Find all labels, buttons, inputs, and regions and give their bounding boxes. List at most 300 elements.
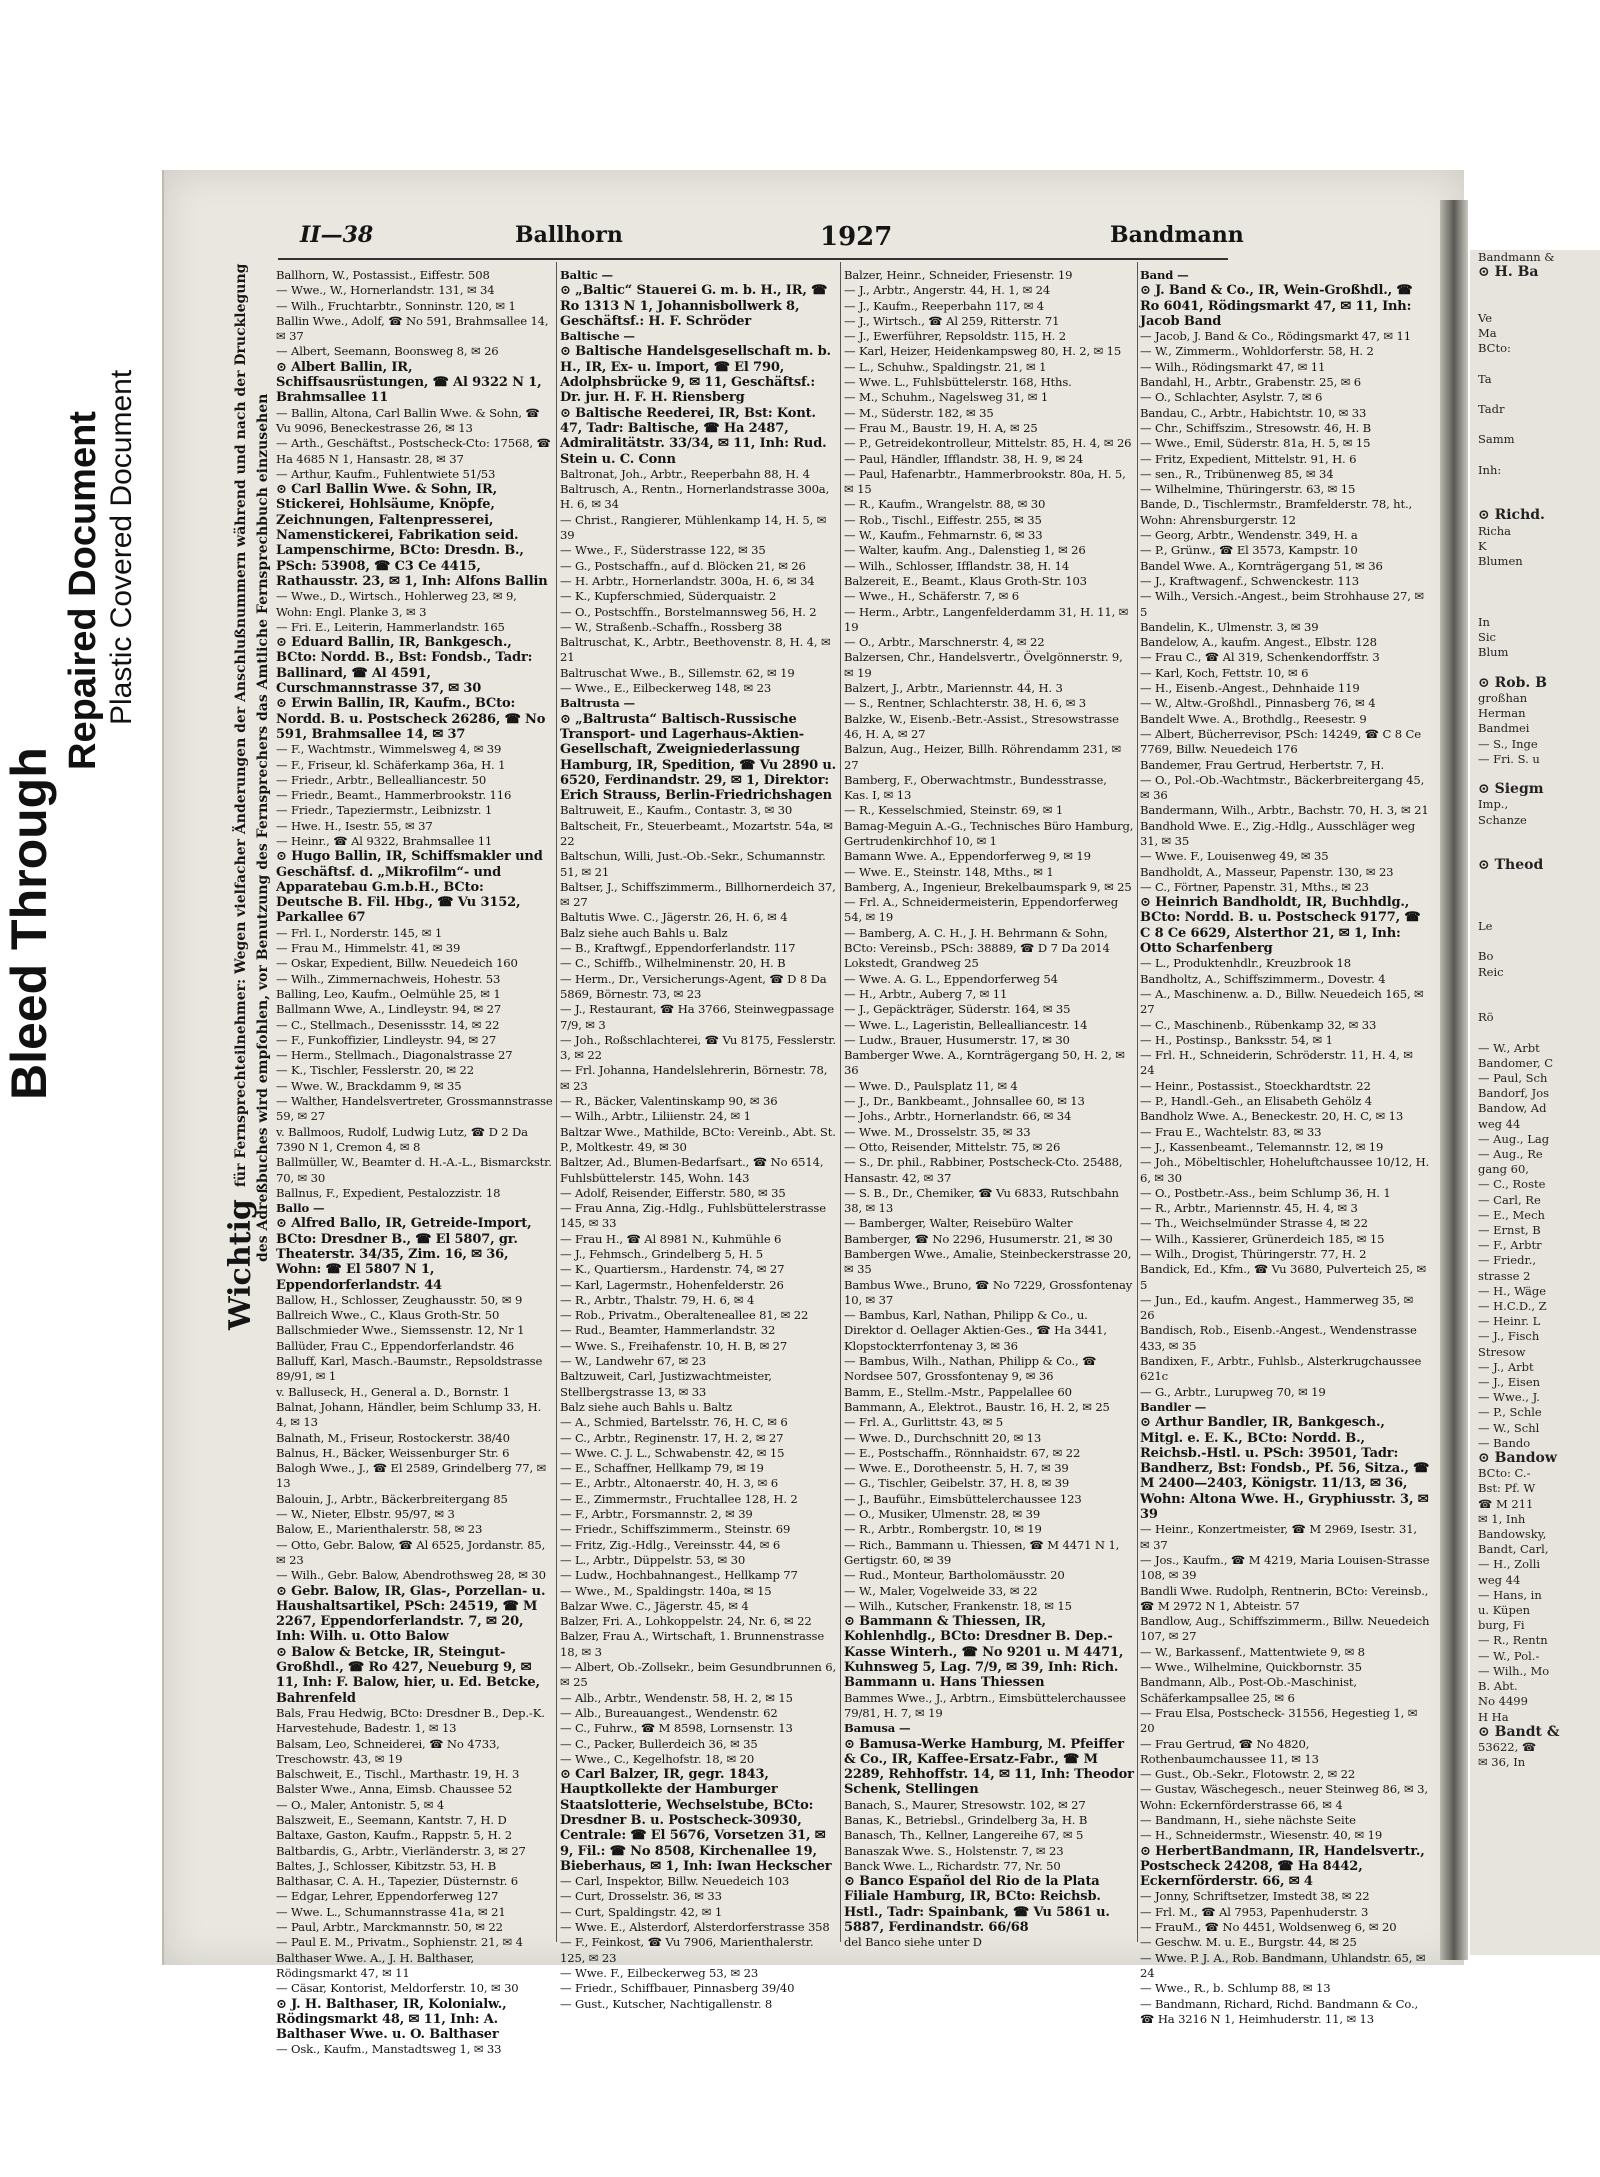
directory-entry: Band — xyxy=(1140,268,1189,282)
directory-entry: — Albert, Seemann, Boonsweg 8, ✉ 26 xyxy=(276,344,499,359)
directory-entry: — Wilhelmine, Thüringerstr. 63, ✉ 15 xyxy=(1140,482,1356,497)
page-number: II—38 xyxy=(300,222,374,248)
directory-entry: Balzer, Frau A., Wirtschaft, 1. Brunnenstrasse 18, ✉ 3 xyxy=(560,1629,825,1659)
directory-entry: ⊙ Bamusa-Werke Hamburg, M. Pfeiffer & Co., IR, Kaffee-Ersatz-Fabr., ☎ M 2289, Rehhoffstr. 14, ✉ 11, Inh: Theodor Schenk, Stellingen xyxy=(844,1736,1134,1798)
directory-entry: Ballo — xyxy=(276,1201,325,1216)
directory-entry: — W., Landwehr 67, ✉ 23 xyxy=(560,1354,707,1369)
next-page-line xyxy=(1470,478,1600,493)
directory-entry: ⊙ Carl Balzer, IR, gegr. 1843, Hauptkollekte der Hamburger Staatslotterie, Wechselstube, BCto: Dresdner B. u. Postscheck-30930, Centrale: ☎ El 5676, Vorsetzen 31, ✉ 9, Fil.: ☎ No 8508, Kirchenallee 19, Bieberhaus, ✉ 1, Inh: Iwan Heckscher xyxy=(560,1767,832,1874)
directory-entry: — L., Produktenhdlr., Kreuzbrook 18 xyxy=(1140,956,1351,971)
directory-entry: — Frau M., Baustr. 19, H. A, ✉ 25 xyxy=(844,420,1038,435)
directory-entry: — W., Zimmerm., Wohldorferstr. 58, H. 2 xyxy=(1140,344,1374,359)
directory-entry: — Joh., Roßschlachterei, ☎ Vu 8175, Fesslerstr. 3, ✉ 22 xyxy=(560,1032,836,1063)
directory-entry: Baltruschat Wwe., B., Sillemstr. 62, ✉ 19 xyxy=(560,665,795,680)
directory-entry: Bandholz Wwe. A., Beneckestr. 20, H. C, ✉ 13 xyxy=(1140,1109,1404,1124)
directory-entry: — R., Kaufm., Wrangelstr. 88, ✉ 30 xyxy=(844,497,1046,512)
directory-entry: — J., Kassenbeamt., Telemannstr. 12, ✉ 19 xyxy=(1140,1139,1384,1154)
directory-entry: — Paul E. M., Privatm., Sophienstr. 21, ✉ 4 xyxy=(276,1935,523,1950)
next-page-line: — Wwe., J. xyxy=(1478,1390,1540,1405)
directory-entry: ⊙ J. Band & Co., IR, Wein-Großhdl., ☎ Ro 6041, Rödingsmarkt 47, ✉ 11, Inh: Jacob Band xyxy=(1140,283,1413,329)
directory-entry: — Alb., Arbtr., Wendenstr. 58, H. 2, ✉ 15 xyxy=(560,1690,793,1705)
directory-entry: Balschweit, E., Tischl., Marthastr. 19, H. 3 xyxy=(276,1767,520,1782)
directory-entry: — E., Schaffner, Hellkamp 79, ✉ 19 xyxy=(560,1461,764,1476)
directory-entry: — Wilh., Kassierer, Grünerdeich 185, ✉ 15 xyxy=(1140,1231,1385,1246)
running-header xyxy=(300,222,1244,258)
directory-entry: — Wwe. P. J. A., Rob. Bandmann, Uhlandstr. 65, ✉ 24 xyxy=(1140,1950,1426,1980)
next-page-line: H Ha xyxy=(1478,1709,1509,1724)
directory-entry: — R., Arbtr., Thalstr. 79, H. 6, ✉ 4 xyxy=(560,1292,755,1307)
next-page-line: — Aug., Re xyxy=(1478,1146,1543,1161)
telephone-notice xyxy=(223,263,274,1330)
directory-entry: — Wilh., Kutscher, Frankenstr. 18, ✉ 15 xyxy=(844,1598,1072,1613)
directory-entry: ⊙ Arthur Bandler, IR, Bankgesch., Mitgl. e. E. K., BCto: Nordd. B., Reichsb.-Hstl. u. PSch: 39501, Tadr: Bandherz, Bst: Fondsb., Pf. 56, Sitza., ☎ M 2400—2403, Königstr. 11/13, ✉ 36, Wohn: Altona Wwe. H., Gryphiusstr. 3, ✉ 39 xyxy=(1140,1415,1430,1523)
directory-entry: — Gust., Kutscher, Nachtigallenstr. 8 xyxy=(560,1996,773,2011)
next-page-line: Sic xyxy=(1478,630,1496,645)
next-page-line xyxy=(1470,904,1600,919)
next-page-line: Le xyxy=(1478,918,1493,933)
directory-entry: — S. B., Dr., Chemiker, ☎ Vu 6833, Rutschbahn 38, ✉ 13 xyxy=(844,1185,1119,1216)
directory-entry: Banasch, Th., Kellner, Langereihe 67, ✉ 5 xyxy=(844,1828,1084,1843)
directory-entry: ⊙ Baltische Handelsgesellschaft m. b. H., IR, Ex- u. Import, ☎ El 790, Adolphsbrücke 9, ✉ 11, Geschäftsf.: Dr. jur. H. F. H. Riensberg xyxy=(560,344,831,406)
directory-entry: — Joh., Möbeltischler, Hoheluftchaussee 10/12, H. 6, ✉ 30 xyxy=(1140,1155,1430,1185)
directory-entry: — Th., Weichselmünder Strasse 4, ✉ 22 xyxy=(1140,1216,1368,1231)
next-page-line: — E., Mech xyxy=(1478,1207,1545,1222)
directory-entry: — O., Postbetr.-Ass., beim Schlump 36, H. 1 xyxy=(1140,1185,1391,1200)
directory-entry: — P., Getreidekontrolleur, Mittelstr. 85, H. 4, ✉ 26 xyxy=(844,436,1132,451)
directory-entry: — Jonny, Schriftsetzer, Imstedt 38, ✉ 22 xyxy=(1140,1889,1370,1904)
next-page-line xyxy=(1470,600,1600,615)
next-page-line: Reic xyxy=(1478,964,1504,979)
directory-entry: Balz siehe auch Bahls u. Balz xyxy=(560,925,728,940)
directory-entry: — Walter, kaufm. Ang., Dalenstieg 1, ✉ 26 xyxy=(844,543,1086,558)
next-page-line xyxy=(1470,889,1600,904)
directory-entry: Bambus Wwe., Bruno, ☎ No 7229, Grossfontenay 10, ✉ 37 xyxy=(844,1277,1133,1307)
directory-entry: — Walther, Handelsvertreter, Grossmannstrasse 59, ✉ 27 xyxy=(276,1094,553,1124)
directory-entry: — W., Nieter, Elbstr. 95/97, ✉ 3 xyxy=(276,1507,455,1522)
directory-entry: — C., Fuhrw., ☎ M 8598, Lornsenstr. 13 xyxy=(560,1721,793,1736)
directory-entry: — Wwe. A. G. L., Eppendorferweg 54 xyxy=(844,971,1058,986)
directory-entry: — F., Arbtr., Forsmannstr. 2, ✉ 39 xyxy=(560,1507,753,1522)
next-page-line: K xyxy=(1478,538,1487,553)
directory-entry: Banaszak Wwe. S., Holstenstr. 7, ✉ 23 xyxy=(844,1843,1064,1858)
directory-entry: Bamberger Wwe. A., Kornträgergang 50, H. 2, ✉ 36 xyxy=(844,1048,1125,1078)
directory-entry: — Herm., Arbtr., Langenfelderdamm 31, H. 11, ✉ 19 xyxy=(844,604,1129,634)
directory-entry: — R., Arbtr., Rombergstr. 10, ✉ 19 xyxy=(844,1522,1042,1537)
next-page-line: Bandt, Carl, xyxy=(1478,1542,1549,1557)
next-page-line: — H., Wäge xyxy=(1478,1283,1546,1298)
next-page-line: — Aug., Lag xyxy=(1478,1131,1550,1146)
directory-entry: Ballmann Wwe, A., Lindleystr. 94, ✉ 27 xyxy=(276,1002,502,1017)
directory-entry: Balogh Wwe., J., ☎ El 2589, Grindelberg 77, ✉ 13 xyxy=(276,1461,547,1491)
directory-entry: — Albert, Ob.-Zollsekr., beim Gesundbrunnen 6, ✉ 25 xyxy=(560,1660,836,1690)
directory-entry: — K., Tischler, Fesslerstr. 20, ✉ 22 xyxy=(276,1063,474,1078)
next-page-line xyxy=(1470,828,1600,843)
directory-entry: Balthaser Wwe. A., J. H. Balthaser, Rödingsmarkt 47, ✉ 11 xyxy=(276,1950,475,1980)
directory-entry: — J., Arbtr., Angerstr. 44, H. 1, ✉ 24 xyxy=(844,283,1051,298)
directory-entry: — Geschw. M. u. E., Burgstr. 44, ✉ 25 xyxy=(1140,1935,1357,1950)
next-page-line: weg 44 xyxy=(1478,1116,1521,1131)
directory-entry: Baltaxe, Gaston, Kaufm., Rappstr. 5, H. 2 xyxy=(276,1828,512,1843)
directory-entry: — H., Schneidermstr., Wiesenstr. 40, ✉ 19 xyxy=(1140,1828,1383,1843)
next-page-line: Herman xyxy=(1478,706,1526,721)
directory-entry: — Heinr., Konzertmeister, ☎ M 2969, Isestr. 31, ✉ 37 xyxy=(1140,1522,1417,1552)
directory-entry: — Frau C., ☎ Al 319, Schenkendorffstr. 3 xyxy=(1140,650,1380,665)
directory-entry: del Banco siehe unter D xyxy=(844,1935,982,1950)
next-page-line: — Carl, Re xyxy=(1478,1192,1541,1207)
directory-entry: — E., Postschaffn., Rönnhaidstr. 67, ✉ 22 xyxy=(844,1445,1081,1460)
next-page-line: — F., Arbtr xyxy=(1478,1238,1542,1253)
next-page-line: — Heinr. L xyxy=(1478,1314,1541,1329)
directory-entry: — Wwe. D., Paulsplatz 11, ✉ 4 xyxy=(844,1078,1018,1093)
directory-entry: Balnat, Johann, Händler, beim Schlump 33, H. 4, ✉ 13 xyxy=(276,1399,542,1430)
next-page-line: Bandmann & xyxy=(1478,250,1555,264)
directory-entry: ⊙ Albert Ballin, IR, Schiffsausrüstungen, ☎ Al 9322 N 1, Brahmsallee 11 xyxy=(276,359,542,406)
directory-entry: — Frau Gertrud, ☎ No 4820, Rothenbaumchaussee 11, ✉ 13 xyxy=(1140,1736,1319,1766)
directory-entry: — sen., R., Tribünenweg 85, ✉ 34 xyxy=(1140,466,1334,481)
directory-entry: — K., Kupferschmied, Süderquaistr. 2 xyxy=(560,589,777,604)
directory-entry: — Bambus, Wilh., Nathan, Philipp & Co., ☎ Nordsee 507, Grossfontenay 9, ✉ 36 xyxy=(844,1354,1097,1384)
column-divider xyxy=(1137,262,1138,1942)
directory-entry: — Gustav, Wäschegesch., neuer Steinweg 86, ✉ 3, Wohn: Eckernförderstrasse 66, ✉ 4 xyxy=(1140,1782,1428,1812)
directory-entry: v. Ballmoos, Rudolf, Ludwig Lutz, ☎ D 2 Da 7390 N 1, Cremon 4, ✉ 8 xyxy=(276,1124,528,1154)
directory-entry: Balzke, W., Eisenb.-Betr.-Assist., Stresowstrasse 46, H. A, ✉ 27 xyxy=(844,711,1119,741)
directory-entry: — FrauM., ☎ No 4451, Woldsenweg 6, ✉ 20 xyxy=(1140,1920,1397,1935)
next-page-line: B. Abt. xyxy=(1478,1679,1518,1694)
directory-entry: — Fri. E., Leiterin, Hammerlandstr. 165 xyxy=(276,619,505,634)
directory-entry: Baltes, J., Schlosser, Kibitzstr. 53, H. B xyxy=(276,1858,497,1873)
column-divider xyxy=(840,262,841,1942)
directory-entry: — O., Arbtr., Marschnerstr. 4, ✉ 22 xyxy=(844,635,1045,650)
next-page-line xyxy=(1470,448,1600,463)
directory-entry: Ballreich Wwe., C., Klaus Groth-Str. 50 xyxy=(276,1308,500,1323)
next-page-line: — Fri. S. u xyxy=(1478,751,1540,766)
directory-entry: — Bamberger, Walter, Reisebüro Walter Bamberger, ☎ No 2296, Husumerstr. 21, ✉ 30 xyxy=(844,1216,1113,1246)
directory-entry: — Karl, Koch, Fettstr. 10, ✉ 6 xyxy=(1140,665,1309,680)
directory-entry: — Carl, Inspektor, Billw. Neuedeich 103 xyxy=(560,1874,790,1889)
directory-entry: — Wwe. C. J. L., Schwabenstr. 42, ✉ 15 xyxy=(560,1445,785,1460)
directory-entry: — H. Arbtr., Hornerlandstr. 300a, H. 6, ✉ 34 xyxy=(560,573,815,588)
next-page-line: Bandomer, C xyxy=(1478,1055,1554,1070)
directory-entry: Balzar Wwe. C., Jägerstr. 45, ✉ 4 xyxy=(560,1598,749,1613)
directory-entry: — W., Maler, Vogelweide 33, ✉ 22 xyxy=(844,1583,1038,1598)
directory-entry: — Wilh., Schlosser, Ifflandstr. 38, H. 14 xyxy=(844,558,1070,573)
directory-entry: ⊙ „Baltic“ Stauerei G. m. b. H., IR, ☎ Ro 1313 N 1, Johannisbollwerk 8, Geschäftsf.: H. F. Schröder xyxy=(560,283,828,329)
directory-entry: — Friedr., Tapeziermstr., Leibnizstr. 1 xyxy=(276,803,493,818)
next-page-line xyxy=(1470,934,1600,949)
next-page-line: — S., Inge xyxy=(1478,736,1538,751)
next-page-line xyxy=(1470,873,1600,888)
directory-entry: — Cäsar, Kontorist, Meldorferstr. 10, ✉ 30 xyxy=(276,1981,519,1996)
directory-entry: — Wwe., R., b. Schlump 88, ✉ 13 xyxy=(1140,1981,1331,1996)
directory-entry: — Frau Elsa, Postscheck- 31556, Hegestieg 1, ✉ 20 xyxy=(1140,1705,1418,1736)
directory-entry: Baltschun, Willi, Just.-Ob.-Sekr., Schumannstr. 51, ✉ 21 xyxy=(560,849,826,879)
next-page-line xyxy=(1470,569,1600,584)
directory-entry: Bamberg, A., Ingenieur, Brekelbaumspark 9, ✉ 25 xyxy=(844,879,1132,894)
plastic-covered-label: Plastic Covered Document xyxy=(105,369,138,725)
directory-entry: Balsam, Leo, Schneiderei, ☎ No 4733, Treschowstr. 43, ✉ 19 xyxy=(276,1736,500,1766)
directory-entry: — Wilh., Drogist, Thüringerstr. 77, H. 2 xyxy=(1140,1247,1367,1261)
next-page-line: ✉ 36, In xyxy=(1478,1755,1526,1770)
directory-entry: ⊙ Eduard Ballin, IR, Bankgesch., BCto: Nordd. B., Bst: Fondsb., Tadr: Ballinard, ☎ Al 4591, Curschmannstrasse 37, ✉ 30 xyxy=(276,635,533,697)
directory-entry: — Arth., Geschäftst., Postscheck-Cto: 17568, ☎ Ha 4685 N 1, Hansastr. 28, ✉ 37 xyxy=(276,436,551,466)
directory-entry: — Edgar, Lehrer, Eppendorferweg 127 xyxy=(276,1889,499,1904)
directory-entry: Bandelin, K., Ulmenstr. 3, ✉ 39 xyxy=(1140,619,1319,634)
next-page-line: Imp., xyxy=(1478,797,1509,812)
directory-entry: — A., Maschinenw. a. D., Billw. Neuedeich 165, ✉ 27 xyxy=(1140,986,1424,1017)
directory-entry: Bamusa — xyxy=(844,1721,911,1736)
directory-entry: Balzer, Fri. A., Lohkoppelstr. 24, Nr. 6, ✉ 22 xyxy=(560,1614,812,1629)
directory-entry: — G., Postschaffn., auf d. Blöcken 21, ✉ 26 xyxy=(560,558,806,573)
directory-entry: Bandhold Wwe. E., Zig.-Hdlg., Ausschläger weg 31, ✉ 35 xyxy=(1140,818,1415,848)
directory-entry: — E., Zimmermstr., Fruchtallee 128, H. 2 xyxy=(560,1491,798,1506)
next-page-line xyxy=(1470,584,1600,599)
directory-entry: — Arthur, Kaufm., Fuhlentwiete 51/53 xyxy=(276,466,496,481)
directory-entry: Banas, K., Betriebsl., Grindelberg 3a, H. B xyxy=(844,1812,1088,1827)
directory-entry: — Osk., Kaufm., Manstadtsweg 1, ✉ 33 xyxy=(276,2042,502,2057)
directory-entry: — Wwe., D., Wirtsch., Hohlerweg 23, ✉ 9, Wohn: Engl. Planke 3, ✉ 3 xyxy=(276,589,517,619)
directory-entry: — B., Kraftwgf., Eppendorferlandstr. 117 xyxy=(560,941,796,956)
directory-entry: — M., Schuhm., Nagelsweg 31, ✉ 1 xyxy=(844,390,1049,405)
directory-entry: — Wwe. L., Lageristin, Bellealliancestr. 14 xyxy=(844,1017,1088,1032)
directory-entry: Bandmann, Alb., Post-Ob.-Maschinist, Schäferkampsallee 25, ✉ 6 xyxy=(1140,1675,1357,1705)
directory-entry: — Friedr., Beamt., Hammerbrookstr. 116 xyxy=(276,788,512,803)
directory-entry: — Fritz, Zig.-Hdlg., Vereinsstr. 44, ✉ 6 xyxy=(560,1537,781,1552)
directory-entry: — Karl, Lagermstr., Hohenfelderstr. 26 xyxy=(560,1277,784,1292)
directory-entry: — H., Postinsp., Banksstr. 54, ✉ 1 xyxy=(1140,1032,1333,1047)
directory-entry: — Georg, Arbtr., Wendenstr. 349, H. a xyxy=(1140,528,1358,543)
directory-entry: — Rud., Monteur, Bartholomäusstr. 20 xyxy=(844,1568,1065,1583)
directory-entry: ⊙ J. H. Balthaser, IR, Kolonialw., Rödingsmarkt 48, ✉ 11, Inh: A. Balthaser Wwe. u. O. Balthaser xyxy=(276,1996,507,2043)
directory-entry: — Wwe. M., Drosselstr. 35, ✉ 33 xyxy=(844,1124,1031,1139)
directory-entry: Balow, E., Marienthalerstr. 58, ✉ 23 xyxy=(276,1522,483,1537)
directory-entry: Baltutis Wwe. C., Jägerstr. 26, H. 6, ✉ 4 xyxy=(560,910,788,925)
repaired-document-label: Repaired Document xyxy=(62,411,104,770)
directory-entry: — J., Ewerführer, Repsoldstr. 115, H. 2 xyxy=(844,329,1066,344)
next-page-line: Bandowsky, xyxy=(1478,1527,1547,1542)
next-page-line: gang 60, xyxy=(1478,1162,1529,1177)
directory-entry: Baltruweit, E., Kaufm., Contastr. 3, ✉ 30 xyxy=(560,803,793,818)
notice-line-1: für Fernsprechteilnehmer: Wegen vielfacher Änderungen der Anschlußnummern während und nach der Drucklegung xyxy=(233,263,249,1188)
next-page-line: ⊙ Rob. B xyxy=(1478,674,1547,691)
directory-entry: — Alb., Bureauangest., Wendenstr. 62 xyxy=(560,1705,778,1720)
directory-entry: — Heinr., Postassist., Stoeckhardtstr. 22 xyxy=(1140,1078,1371,1093)
directory-entry: ⊙ Balow & Betcke, IR, Steingut-Großhdl., ☎ Ro 427, Neueburg 9, ✉ 11, Inh: F. Balow, hier, u. Ed. Betcke, Bahrenfeld xyxy=(276,1644,540,1706)
directory-entry: Baltzar Wwe., Mathilde, BCto: Vereinb., Abt. St. P., Moltkestr. 49, ✉ 30 xyxy=(560,1124,836,1154)
directory-entry: Bandick, Ed., Kfm., ☎ Vu 3680, Pulverteich 25, ✉ 5 xyxy=(1140,1262,1427,1292)
next-page-line xyxy=(1470,493,1600,508)
next-page-line: Bandow, Ad xyxy=(1478,1101,1547,1116)
next-page-line: — H.C.D., Z xyxy=(1478,1299,1547,1314)
directory-entry: ⊙ Alfred Ballo, IR, Getreide-Import, BCto: Dresdner B., ☎ El 5807, gr. Theaterstr. 34/35, Zim. 16, ✉ 36, Wohn: ☎ El 5807 N 1, Eppendorferlandstr. 44 xyxy=(276,1216,532,1293)
directory-entry: Banach, S., Maurer, Stresowstr. 102, ✉ 27 xyxy=(844,1797,1086,1812)
header-last-entry: Bandmann xyxy=(1110,222,1244,248)
directory-entry: — Wilh., Zimmernachweis, Hohestr. 53 xyxy=(276,971,501,986)
header-year: 1927 xyxy=(820,222,893,252)
directory-entry: — W., Straßenb.-Schaffn., Rossberg 38 xyxy=(560,619,783,634)
directory-entry: — C., Förtner, Papenstr. 31, Mths., ✉ 23 xyxy=(1140,879,1369,894)
directory-column-1 xyxy=(276,268,553,2057)
directory-entry: — Wwe. E., Alsterdorf, Alsterdorferstrasse 358 xyxy=(560,1920,830,1935)
directory-entry: Bambergen Wwe., Amalie, Steinbeckerstrasse 20, ✉ 35 xyxy=(844,1247,1132,1277)
directory-entry: Bandel Wwe. A., Kornträgergang 51, ✉ 36 xyxy=(1140,558,1383,573)
directory-entry: — O., Maler, Antonistr. 5, ✉ 4 xyxy=(276,1797,445,1812)
next-page-line: ⊙ Bandt & xyxy=(1478,1723,1560,1740)
directory-entry: — Frau M., Himmelstr. 41, ✉ 39 xyxy=(276,941,461,956)
directory-entry: ⊙ Heinrich Bandholdt, IR, Buchhdlg., BCto: Nordd. B. u. Postscheck 9177, ☎ C 8 Ce 6629, Alsterthor 21, ✉ 1, Inh: Otto Scharfenberg xyxy=(1140,895,1421,957)
directory-entry: — Wwe., F., Süderstrasse 122, ✉ 35 xyxy=(560,543,766,558)
next-page-line xyxy=(1470,995,1600,1010)
directory-entry: — Wwe. L., Schumannstrasse 41a, ✉ 21 xyxy=(276,1904,506,1919)
next-page-line xyxy=(1470,417,1600,432)
directory-entry: Bandelow, A., kaufm. Angest., Elbstr. 128 xyxy=(1140,635,1377,650)
directory-entry: Baltische — xyxy=(560,329,635,344)
directory-entry: — Albert, Bücherrevisor, PSch: 14249, ☎ C 8 Ce 7769, Billw. Neuedeich 176 xyxy=(1140,726,1421,757)
directory-entry: ⊙ Banco Español del Rio de la Plata Filiale Hamburg, IR, BCto: Reichsb. Hstl., Tadr: Spainbank, ☎ Vu 5861 u. 5887, Ferdinandstr. 66/68 xyxy=(844,1874,1110,1936)
directory-entry: — J., Dr., Bankbeamt., Johnsallee 60, ✉ 13 xyxy=(844,1094,1085,1109)
directory-entry: — Ludw., Brauer, Husumerstr. 17, ✉ 30 xyxy=(844,1032,1070,1047)
directory-entry: — Adolf, Reisender, Eifferstr. 580, ✉ 35 xyxy=(560,1185,786,1200)
directory-entry: — Wilh., Gebr. Balow, Abendrothsweg 28, ✉ 30 xyxy=(276,1568,546,1583)
directory-entry: Balster Wwe., Anna, Eimsb. Chaussee 52 xyxy=(276,1782,513,1797)
next-page-line: — J., Eisen xyxy=(1478,1375,1541,1390)
directory-entry: — Hwe. H., Isestr. 55, ✉ 37 xyxy=(276,818,433,833)
next-page-line: — C., Roste xyxy=(1478,1177,1546,1192)
directory-entry: Balszweit, E., Seemann, Kantstr. 7, H. D xyxy=(276,1812,507,1827)
next-page-line xyxy=(1470,387,1600,402)
directory-entry: Bamann Wwe. A., Eppendorferweg 9, ✉ 19 xyxy=(844,849,1091,864)
directory-entry: — Bandmann, Richard, Richd. Bandmann & Co., ☎ Ha 3216 N 1, Heimhuderstr. 11, ✉ 13 xyxy=(1140,1996,1419,2026)
directory-entry: Ballow, H., Schlosser, Zeughausstr. 50, ✉ 9 xyxy=(276,1292,523,1307)
next-page-line: ⊙ Richd. xyxy=(1478,507,1545,524)
notice-lead: Wichtig xyxy=(223,1199,258,1330)
next-page-line: — W., Pol.- xyxy=(1478,1648,1540,1663)
directory-entry: — F., Feinkost, ☎ Vu 7906, Marienthalerstr. 125, ✉ 23 xyxy=(560,1935,814,1965)
next-page-line: — H., Zolli xyxy=(1478,1557,1541,1572)
directory-entry: — L., Schuhw., Spaldingstr. 21, ✉ 1 xyxy=(844,359,1047,374)
next-page-line: weg 44 xyxy=(1478,1572,1521,1587)
directory-column-4 xyxy=(1140,268,1430,2026)
next-page-line: Blumen xyxy=(1478,554,1523,569)
directory-entry: — Jacob, J. Band & Co., Rödingsmarkt 47, ✉ 11 xyxy=(1140,329,1411,344)
next-page-line xyxy=(1470,767,1600,782)
page-gutter xyxy=(1440,200,1468,1960)
directory-entry: — Wwe., C., Kegelhofstr. 18, ✉ 20 xyxy=(560,1751,755,1766)
directory-entry: — Wwe. F., Louisenweg 49, ✉ 35 xyxy=(1140,849,1329,864)
directory-entry: Ballüder, Frau C., Eppendorferlandstr. 46 xyxy=(276,1338,515,1353)
directory-entry: — J., Wirtsch., ☎ Al 259, Ritterstr. 71 xyxy=(844,313,1060,328)
directory-entry: — Christ., Rangierer, Mühlenkamp 14, H. 5, ✉ 39 xyxy=(560,512,827,543)
directory-entry: — Wwe. E., Dorotheenstr. 5, H. 7, ✉ 39 xyxy=(844,1461,1069,1476)
directory-entry: — W., Barkassenf., Mattentwiete 9, ✉ 8 xyxy=(1140,1644,1365,1659)
directory-entry: — Wwe. W., Brackdamm 9, ✉ 35 xyxy=(276,1078,462,1093)
next-page-line: In xyxy=(1478,614,1490,629)
directory-entry: Balluff, Karl, Masch.-Baumstr., Repsoldstrasse 89/91, ✉ 1 xyxy=(276,1354,543,1384)
directory-entry: — Rob., Tischl., Eiffestr. 255, ✉ 35 xyxy=(844,512,1042,527)
directory-entry: Bamberg, F., Oberwachtmstr., Bundesstrasse, Kas. I, ✉ 13 xyxy=(844,772,1107,803)
directory-entry: — Wwe. L., Fuhlsbüttelerstr. 168, Hths. xyxy=(844,375,1072,390)
directory-entry: Balouin, J., Arbtr., Bäckerbreitergang 85 xyxy=(276,1491,508,1506)
next-page-line: Ta xyxy=(1478,371,1492,386)
directory-entry: — Wilh., Rödingsmarkt 47, ✉ 11 xyxy=(1140,359,1326,374)
directory-entry: — Oskar, Expedient, Billw. Neuedeich 160 xyxy=(276,956,518,971)
next-page-line: ⊙ H. Ba xyxy=(1478,264,1539,281)
directory-entry: ⊙ Gebr. Balow, IR, Glas-, Porzellan- u. Haushaltsartikel, PSch: 24519, ☎ M 2267, Eppendorferlandstr. 7, ✉ 20, Inh: Wilh. u. Otto Balow xyxy=(276,1583,546,1645)
directory-entry: Bandelt Wwe. A., Brothdlg., Reesestr. 9 xyxy=(1140,711,1367,726)
directory-entry: Ballhorn, W., Postassist., Eiffestr. 508 xyxy=(276,268,490,282)
directory-entry: — Wwe. D., Durchschnitt 20, ✉ 13 xyxy=(844,1430,1042,1445)
directory-entry: — W., Kaufm., Fehmarnstr. 6, ✉ 33 xyxy=(844,528,1043,543)
directory-entry: — Paul, Arbtr., Marckmannstr. 50, ✉ 22 xyxy=(276,1920,503,1935)
directory-entry: — F., Funkoffizier, Lindleystr. 94, ✉ 27 xyxy=(276,1032,497,1047)
next-page-line: Inh: xyxy=(1478,462,1502,477)
directory-entry: — O., Pol.-Ob.-Wachtmstr., Bäckerbreitergang 45, ✉ 36 xyxy=(1140,772,1425,803)
directory-entry: Balz siehe auch Bahls u. Baltz xyxy=(560,1399,732,1414)
directory-entry: — Frl. A., Gurlittstr. 43, ✉ 5 xyxy=(844,1415,1004,1430)
directory-entry: — P., Grünw., ☎ El 3573, Kampstr. 10 xyxy=(1140,543,1358,558)
next-page-line xyxy=(1470,280,1600,295)
directory-entry: — Jun., Ed., kaufm. Angest., Hammerweg 35, ✉ 26 xyxy=(1140,1292,1414,1323)
directory-entry: — Rud., Beamter, Hammerlandstr. 32 xyxy=(560,1323,776,1338)
directory-entry: Baltrusch, A., Rentn., Hornerlandstrasse 300a, H. 6, ✉ 34 xyxy=(560,482,830,512)
directory-entry: Bandler — xyxy=(1140,1399,1207,1414)
directory-entry: — Bambus, Karl, Nathan, Philipp & Co., u. Direktor d. Oellager Aktien-Ges., ☎ Ha 3441, Klopstockterrfontenay 3, ✉ 36 xyxy=(844,1308,1107,1353)
directory-entry: — K., Quartiersm., Hardenstr. 74, ✉ 27 xyxy=(560,1262,785,1277)
directory-entry: — C., Stellmach., Desenissstr. 14, ✉ 22 xyxy=(276,1017,500,1032)
directory-entry: — Wwe., W., Hornerlandstr. 131, ✉ 34 xyxy=(276,283,495,298)
directory-entry: — W., Altw.-Großhdl., Pinnasberg 76, ✉ 4 xyxy=(1140,696,1376,711)
directory-entry: — Wwe. E., Steinstr. 148, Mths., ✉ 1 xyxy=(844,864,1054,879)
directory-entry: Balnus, H., Bäcker, Weissenburger Str. 6 xyxy=(276,1445,510,1460)
directory-entry: — Frl. I., Norderstr. 145, ✉ 1 xyxy=(276,925,443,940)
next-page-line: — Friedr., xyxy=(1478,1253,1537,1268)
directory-column-3 xyxy=(844,268,1134,1950)
directory-entry: Baltruschat, K., Arbtr., Beethovenstr. 8, H. 4, ✉ 21 xyxy=(560,635,831,665)
directory-entry: — Jos., Kaufm., ☎ M 4219, Maria Louisen-Strasse 108, ✉ 39 xyxy=(1140,1552,1430,1583)
directory-entry: — H., Eisenb.-Angest., Dehnhaide 119 xyxy=(1140,681,1360,696)
next-page-line: Ma xyxy=(1478,326,1497,341)
directory-entry: Bamag-Meguin A.-G., Technisches Büro Hamburg, Gertrudenkirchhof 10, ✉ 1 xyxy=(844,818,1134,848)
next-page-line: — Wilh., Mo xyxy=(1478,1663,1550,1678)
directory-entry: ⊙ Bammann & Thiessen, IR, Kohlenhdlg., BCto: Dresdner B. Dep.-Kasse Winterh., ☎ No 9201 u. M 4471, Kuhnsweg 5, Lag. 7/9, ✉ 39, Inh: Rich. Bammann u. Hans Thiessen xyxy=(844,1614,1124,1691)
next-page-fragment xyxy=(1470,250,1600,1955)
directory-entry: ⊙ Carl Ballin Wwe. & Sohn, IR, Stickerei, Hohlsäume, Knöpfe, Zeichnungen, Faltenpresserei, Namenstickerei, Fabrikation seid. Lampenschirme, BCto: Dresdn. B., PSch: 53908, ☎ C3 Ce 4415, Rathausstr. 23, ✉ 1, Inh: Alfons Ballin xyxy=(276,482,548,589)
directory-entry: Balnath, M., Friseur, Rostockerstr. 38/40 xyxy=(276,1430,510,1445)
directory-entry: ⊙ HerbertBandmann, IR, Handelsvertr., Postscheck 24208, ☎ Ha 8442, Eckernförderstr. 66, ✉ 4 xyxy=(1140,1843,1425,1890)
directory-entry: — Wwe., E., Eilbeckerweg 148, ✉ 23 xyxy=(560,681,772,696)
directory-entry: — Frl. Johanna, Handelslehrerin, Börnestr. 78, ✉ 23 xyxy=(560,1063,828,1093)
directory-entry: — O., Postschffn., Borstelmannsweg 56, H. 2 xyxy=(560,604,817,619)
next-page-line: — P., Schle xyxy=(1478,1405,1542,1420)
next-page-line: Samm xyxy=(1478,432,1515,447)
directory-entry: — Frl. A., Schneidermeisterin, Eppendorferweg 54, ✉ 19 xyxy=(844,895,1118,925)
directory-entry: — Paul, Hafenarbtr., Hammerbrookstr. 80a, H. 5, ✉ 15 xyxy=(844,466,1126,497)
notice-line-2: des Adreßbuches wird empfohlen, vor Benutzung des Fernsprechers das Amtliche Fernsprechbuch einzusehen xyxy=(255,393,271,1262)
directory-entry: Ballin Wwe., Adolf, ☎ No 591, Brahmsallee 14, ✉ 37 xyxy=(276,313,549,344)
directory-entry: Baltzuweit, Carl, Justizwachtmeister, Stellbergstrasse 13, ✉ 33 xyxy=(560,1369,772,1399)
directory-entry: — S., Rentner, Schlachterstr. 38, H. 6, ✉ 3 xyxy=(844,696,1087,711)
directory-entry: — F., Wachtmstr., Wimmelsweg 4, ✉ 39 xyxy=(276,742,502,757)
directory-entry: — Heinr., ☎ Al 9322, Brahmsallee 11 xyxy=(276,833,493,848)
directory-entry: Banck Wwe. L., Richardstr. 77, Nr. 50 xyxy=(844,1858,1061,1873)
directory-entry: Bandholtz, A., Schiffszimmerm., Dovestr. 4 xyxy=(1140,971,1386,986)
directory-entry: Baltbardis, G., Arbtr., Vierländerstr. 3, ✉ 27 xyxy=(276,1843,526,1858)
next-page-line: ⊙ Theod xyxy=(1478,857,1544,874)
next-page-line: BCto: xyxy=(1478,341,1511,356)
next-page-line: Stresow xyxy=(1478,1344,1526,1359)
directory-entry: Bande, D., Tischlermstr., Bramfelderstr. 78, ht., Wohn: Ahrensburgerstr. 12 xyxy=(1140,497,1413,527)
directory-entry: ⊙ Erwin Ballin, IR, Kaufm., BCto: Nordd. B. u. Postscheck 26286, ☎ No 591, Brahmsallee 14, ✉ 37 xyxy=(276,696,546,742)
next-page-line xyxy=(1470,843,1600,858)
